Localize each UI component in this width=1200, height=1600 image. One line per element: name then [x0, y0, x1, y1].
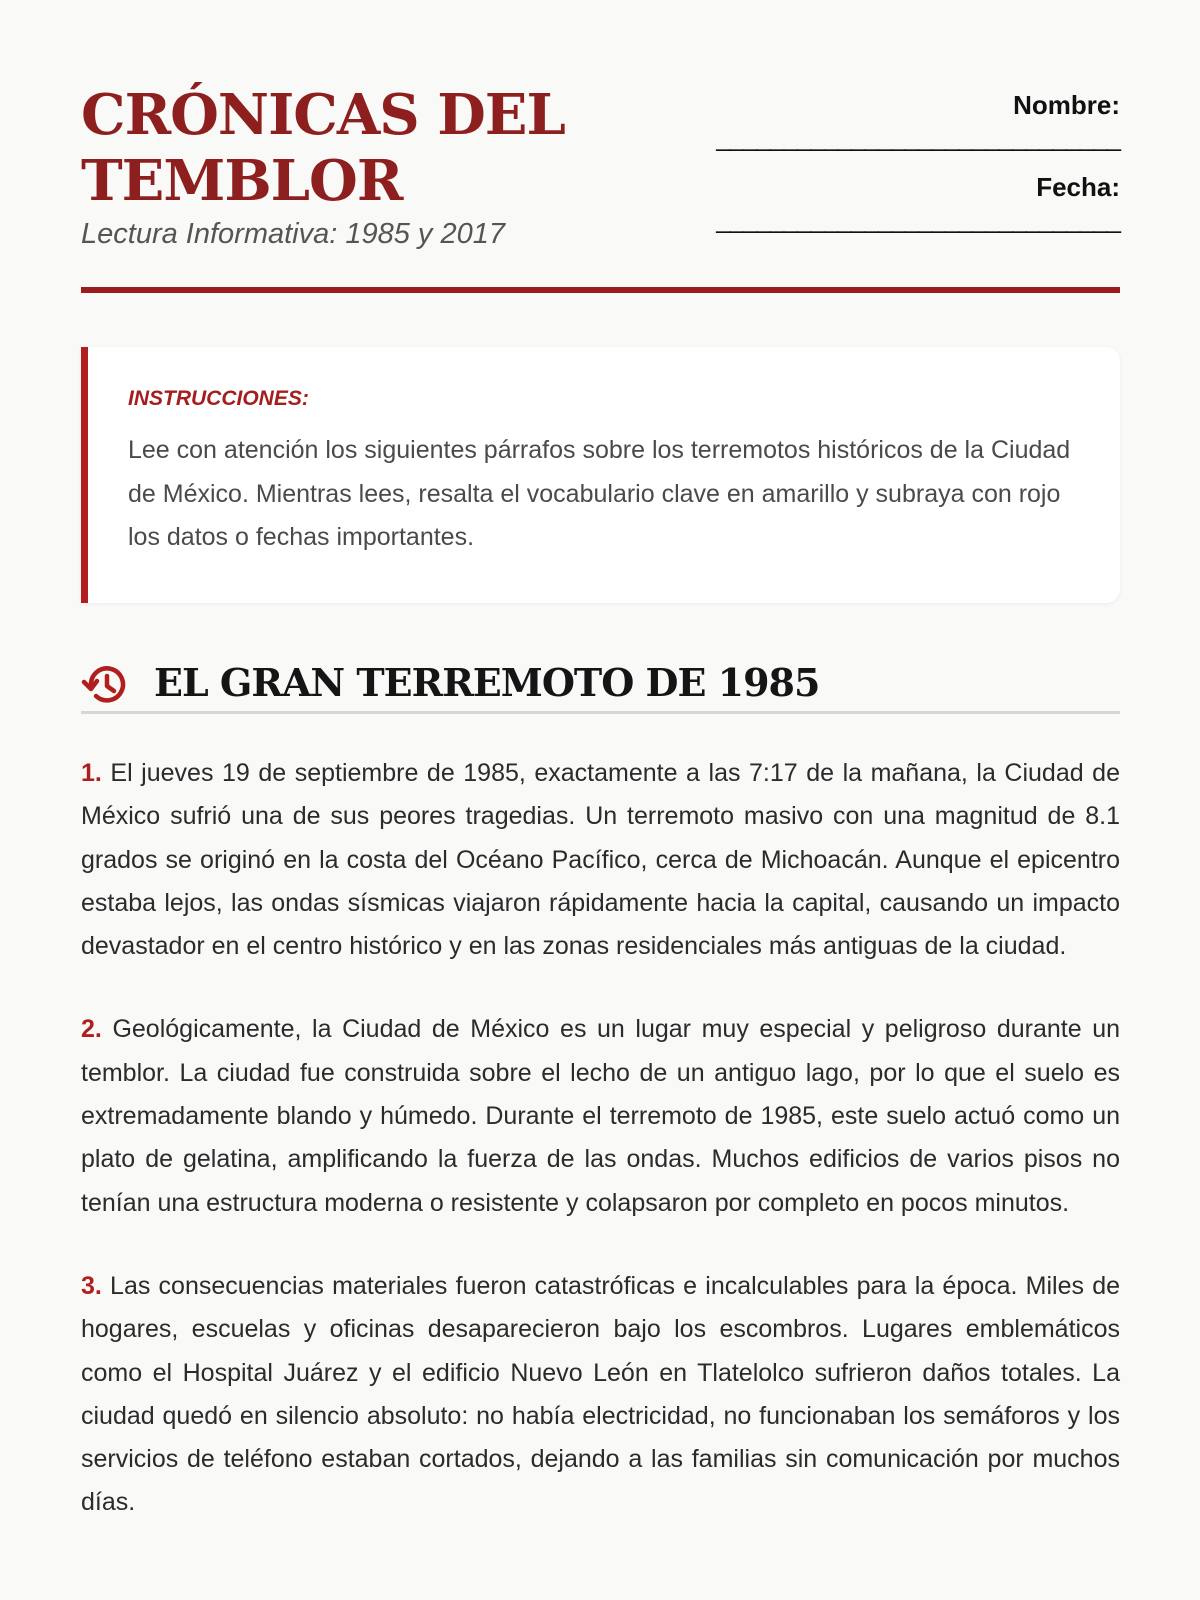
- worksheet-page: [81, 0, 1121, 1517]
- paragraph-text: Las consecuencias materiales fueron catastróficas e incalculables para la época. Miles de hogares, escuelas y oficinas desaparecieron bajo los escombros. Lugares emblemáticos como el Hospital Juárez y el edificio Nuevo León en Tlatelolco sufrieron daños totales. La ciudad quedó en silencio absoluto: no había electricidad, no funcionaban los semáforos y los servicios de teléfono estaban cortados, dejando a las familias sin comunicación por muchos días.: [81, 1271, 1120, 1517]
- header-divider: [81, 287, 1120, 293]
- paragraph-number: 2.: [81, 1015, 102, 1044]
- paragraph: [81, 1008, 1120, 1224]
- section-title: EL GRAN TERREMOTO DE 1985: [154, 660, 820, 705]
- name-field[interactable]: ______________________________: [716, 122, 1120, 152]
- student-fields: [660, 88, 1120, 252]
- paragraph-number: 3.: [81, 1271, 102, 1300]
- date-label: Fecha:: [1036, 172, 1120, 202]
- date-field[interactable]: ______________________________: [716, 204, 1120, 234]
- reading-paragraphs: [81, 752, 1120, 1565]
- paragraph: [81, 752, 1120, 968]
- paragraph-text: Geológicamente, la Ciudad de México es un lugar muy especial y peligroso durante un temblor. La ciudad fue construida sobre el lecho de un antiguo lago, por lo que el suelo es extremadamente blando y húmedo. Durante el terremoto de 1985, este suelo actuó como un plato de gelatina, amplificando la fuerza de las ondas. Muchos edificios de varios pisos no tenían una estructura moderna o resistente y colapsaron por completo en pocos minutos.: [81, 1015, 1121, 1217]
- page-title: [81, 82, 641, 214]
- paragraph-number: 1.: [81, 759, 102, 787]
- history-clock-icon: [81, 660, 131, 710]
- instructions-text: Lee con atención los siguientes párrafos sobre los terremotos históricos de la Ciudad de México. Mientras lees, resalta el vocabulario clave en amarillo y subraya con rojo los datos o fechas importantes.: [128, 436, 1071, 551]
- title-line-1: CRÓNICAS DEL: [81, 82, 565, 148]
- name-label: Nombre:: [1013, 90, 1120, 120]
- paragraph: [81, 1265, 1120, 1525]
- paragraph-text: El jueves 19 de septiembre de 1985, exactamente a las 7:17 de la mañana, la Ciudad de México sufrió una de sus peores tragedias. Un terremoto masivo con una magnitud de 8.1 grados se originó en la costa del Océano Pacífico, cerca de Michoacán. Aunque el epicentro estaba lejos, las ondas sísmicas viajaron rápidamente hacia la capital, causando un impacto devastador en el centro histórico y en las zonas residenciales más antiguas de la ciudad.: [81, 759, 1120, 961]
- title-line-2: TEMBLOR: [81, 148, 403, 214]
- section-header: [81, 655, 1120, 714]
- instructions-title: INSTRUCCIONES:: [128, 387, 309, 410]
- instructions-box: [81, 347, 1120, 603]
- worksheet-header: [81, 0, 1120, 296]
- page-subtitle: Lectura Informativa: 1985 y 2017: [81, 218, 505, 250]
